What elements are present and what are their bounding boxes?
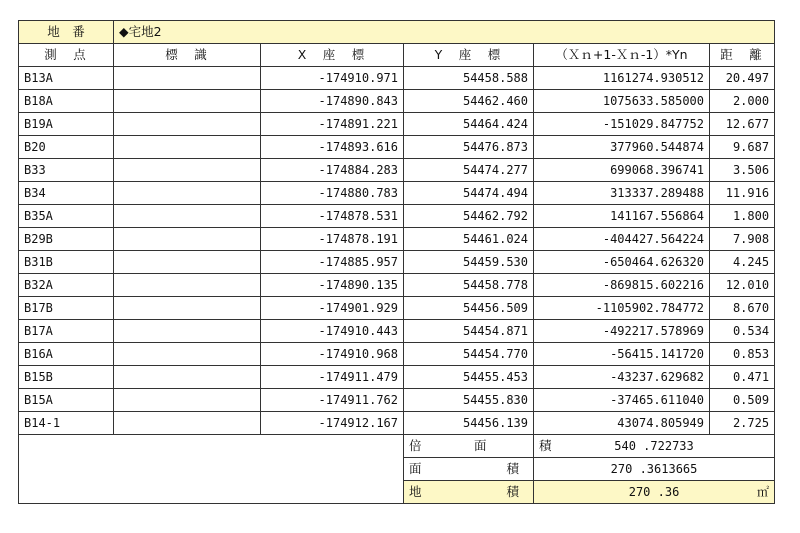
calc-cell: 377960.544874 — [534, 136, 710, 159]
point-cell: B14-1 — [19, 412, 114, 435]
header-point: 測 点 — [19, 44, 114, 67]
y-coordinate-cell: 54456.509 — [404, 297, 534, 320]
marker-cell — [114, 90, 261, 113]
distance-cell: 0.534 — [710, 320, 775, 343]
marker-cell — [114, 389, 261, 412]
x-coordinate-cell: -174891.221 — [261, 113, 404, 136]
table-row — [19, 389, 775, 412]
header-y-coordinate: Y 座 標 — [404, 44, 534, 67]
calc-cell: -56415.141720 — [534, 343, 710, 366]
header-row — [19, 44, 775, 67]
table-row — [19, 366, 775, 389]
calc-cell: -37465.611040 — [534, 389, 710, 412]
distance-cell: 0.853 — [710, 343, 775, 366]
distance-cell: 1.800 — [710, 205, 775, 228]
distance-cell: 0.471 — [710, 366, 775, 389]
y-coordinate-cell: 54458.588 — [404, 67, 534, 90]
x-coordinate-cell: -174885.957 — [261, 251, 404, 274]
calc-cell: -404427.564224 — [534, 228, 710, 251]
point-cell: B15B — [19, 366, 114, 389]
double-area-row — [19, 435, 775, 458]
distance-cell: 0.509 — [710, 389, 775, 412]
y-coordinate-cell: 54464.424 — [404, 113, 534, 136]
calc-cell: 1075633.585000 — [534, 90, 710, 113]
marker-cell — [114, 412, 261, 435]
point-cell: B33 — [19, 159, 114, 182]
area-label: 面 積 — [404, 458, 534, 481]
y-coordinate-cell: 54454.770 — [404, 343, 534, 366]
y-coordinate-cell: 54462.460 — [404, 90, 534, 113]
survey-area-table — [18, 20, 775, 504]
lot-value: ◆宅地2 — [114, 21, 775, 44]
distance-cell: 2.725 — [710, 412, 775, 435]
x-coordinate-cell: -174910.971 — [261, 67, 404, 90]
calc-cell: 1161274.930512 — [534, 67, 710, 90]
marker-cell — [114, 320, 261, 343]
land-area-cell — [534, 481, 775, 504]
table-row — [19, 159, 775, 182]
header-distance: 距 離 — [710, 44, 775, 67]
x-coordinate-cell: -174878.531 — [261, 205, 404, 228]
area-value: 270 .3613665 — [534, 458, 775, 481]
marker-cell — [114, 366, 261, 389]
land-area-value: 270 .36 — [628, 485, 680, 499]
double-area-label: 倍 面 積 — [404, 435, 534, 458]
distance-cell: 8.670 — [710, 297, 775, 320]
calc-cell: -492217.578969 — [534, 320, 710, 343]
x-coordinate-cell: -174910.443 — [261, 320, 404, 343]
point-cell: B17B — [19, 297, 114, 320]
lot-row — [19, 21, 775, 44]
distance-cell: 11.916 — [710, 182, 775, 205]
double-area-value: 540 .722733 — [534, 435, 775, 458]
y-coordinate-cell: 54474.494 — [404, 182, 534, 205]
table-row — [19, 182, 775, 205]
marker-cell — [114, 182, 261, 205]
point-cell: B31B — [19, 251, 114, 274]
x-coordinate-cell: -174893.616 — [261, 136, 404, 159]
calc-cell: 141167.556864 — [534, 205, 710, 228]
point-cell: B18A — [19, 90, 114, 113]
x-coordinate-cell: -174911.762 — [261, 389, 404, 412]
point-cell: B15A — [19, 389, 114, 412]
point-cell: B13A — [19, 67, 114, 90]
table-row — [19, 343, 775, 366]
calc-cell: 43074.805949 — [534, 412, 710, 435]
distance-cell: 7.908 — [710, 228, 775, 251]
point-cell: B34 — [19, 182, 114, 205]
distance-cell: 12.677 — [710, 113, 775, 136]
y-coordinate-cell: 54476.873 — [404, 136, 534, 159]
header-x-coordinate: X 座 標 — [261, 44, 404, 67]
distance-cell: 12.010 — [710, 274, 775, 297]
y-coordinate-cell: 54454.871 — [404, 320, 534, 343]
distance-cell: 9.687 — [710, 136, 775, 159]
distance-cell: 3.506 — [710, 159, 775, 182]
point-cell: B19A — [19, 113, 114, 136]
header-marker: 標 識 — [114, 44, 261, 67]
table-row — [19, 274, 775, 297]
marker-cell — [114, 205, 261, 228]
x-coordinate-cell: -174910.968 — [261, 343, 404, 366]
table-row — [19, 251, 775, 274]
distance-cell: 20.497 — [710, 67, 775, 90]
marker-cell — [114, 67, 261, 90]
table-row — [19, 67, 775, 90]
point-cell: B17A — [19, 320, 114, 343]
marker-cell — [114, 251, 261, 274]
land-area-unit: ㎡ — [757, 485, 770, 499]
x-coordinate-cell: -174911.479 — [261, 366, 404, 389]
point-cell: B32A — [19, 274, 114, 297]
x-coordinate-cell: -174890.843 — [261, 90, 404, 113]
point-cell: B20 — [19, 136, 114, 159]
y-coordinate-cell: 54458.778 — [404, 274, 534, 297]
calc-cell: -650464.626320 — [534, 251, 710, 274]
marker-cell — [114, 136, 261, 159]
table-row — [19, 90, 775, 113]
land-area-label: 地 積 — [404, 481, 534, 504]
marker-cell — [114, 343, 261, 366]
y-coordinate-cell: 54456.139 — [404, 412, 534, 435]
marker-cell — [114, 159, 261, 182]
marker-cell — [114, 228, 261, 251]
calc-cell: 699068.396741 — [534, 159, 710, 182]
calc-cell: -1105902.784772 — [534, 297, 710, 320]
table-row — [19, 113, 775, 136]
table-row — [19, 228, 775, 251]
distance-cell: 2.000 — [710, 90, 775, 113]
y-coordinate-cell: 54474.277 — [404, 159, 534, 182]
table-row — [19, 320, 775, 343]
calc-cell: -151029.847752 — [534, 113, 710, 136]
lot-label: 地 番 — [19, 21, 114, 44]
calc-cell: -43237.629682 — [534, 366, 710, 389]
header-calc: （Ｘｎ+1-Ｘｎ-1）*Yn — [534, 44, 710, 67]
calc-cell: -869815.602216 — [534, 274, 710, 297]
x-coordinate-cell: -174912.167 — [261, 412, 404, 435]
summary-blank — [19, 435, 404, 504]
x-coordinate-cell: -174884.283 — [261, 159, 404, 182]
table-row — [19, 136, 775, 159]
distance-cell: 4.245 — [710, 251, 775, 274]
point-cell: B29B — [19, 228, 114, 251]
calc-cell: 313337.289488 — [534, 182, 710, 205]
y-coordinate-cell: 54461.024 — [404, 228, 534, 251]
x-coordinate-cell: -174901.929 — [261, 297, 404, 320]
y-coordinate-cell: 54459.530 — [404, 251, 534, 274]
x-coordinate-cell: -174890.135 — [261, 274, 404, 297]
y-coordinate-cell: 54462.792 — [404, 205, 534, 228]
table-row — [19, 297, 775, 320]
y-coordinate-cell: 54455.830 — [404, 389, 534, 412]
marker-cell — [114, 274, 261, 297]
table-row — [19, 205, 775, 228]
marker-cell — [114, 113, 261, 136]
point-cell: B35A — [19, 205, 114, 228]
y-coordinate-cell: 54455.453 — [404, 366, 534, 389]
table-row — [19, 412, 775, 435]
x-coordinate-cell: -174880.783 — [261, 182, 404, 205]
x-coordinate-cell: -174878.191 — [261, 228, 404, 251]
point-cell: B16A — [19, 343, 114, 366]
marker-cell — [114, 297, 261, 320]
